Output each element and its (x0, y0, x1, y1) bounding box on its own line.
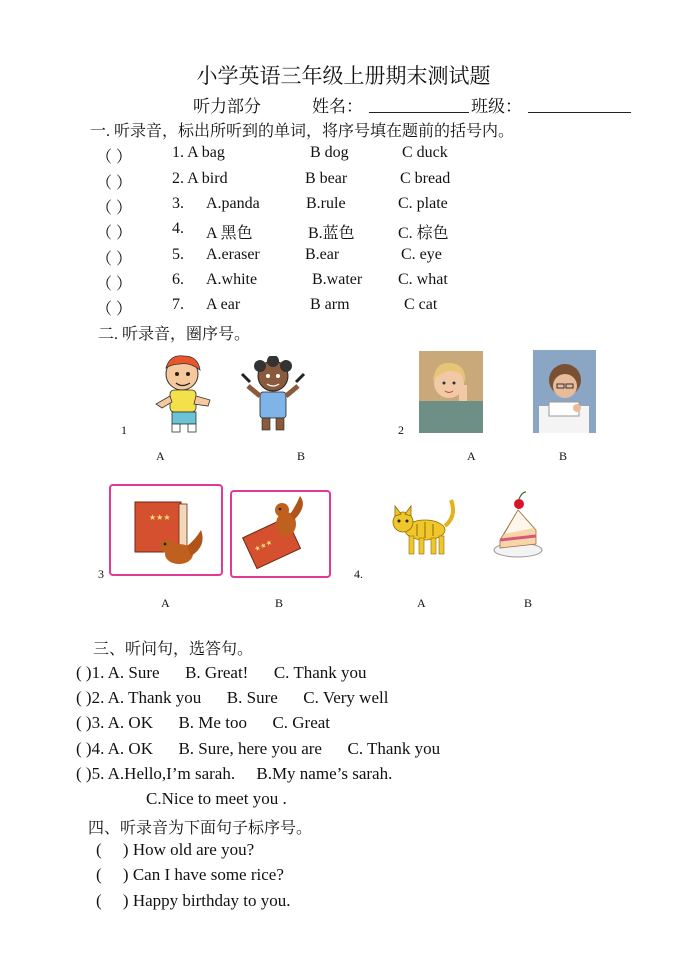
answer-paren[interactable]: （ ） (96, 301, 133, 318)
list-item (96, 271, 132, 295)
group-number: 1 (121, 423, 127, 437)
list-item (96, 195, 132, 219)
boy-reading-photo[interactable] (533, 350, 596, 433)
class-label: 班级： (471, 97, 522, 116)
option-a: 2. A bird (172, 170, 228, 187)
choice-b-label: B (275, 596, 284, 610)
section2-heading: 二. 听录音，圈序号。 (98, 326, 251, 343)
answer-paren[interactable]: （ ） (96, 175, 133, 192)
list-item (76, 739, 440, 763)
choice-a-label: A (161, 596, 170, 610)
listening-part-label: 听力部分 (193, 97, 261, 116)
list-item (96, 220, 132, 244)
squirrel-beside-book-picture[interactable] (109, 484, 223, 576)
item-number: 6. (172, 271, 184, 288)
question-options: 3. A. OK B. Me too C. Great (91, 713, 331, 732)
item-number: 7. (172, 296, 184, 313)
answer-paren[interactable]: （ ） (96, 276, 133, 293)
girl-waving-picture[interactable] (238, 356, 308, 434)
answer-paren[interactable]: ( ) (96, 840, 129, 859)
cake-slice-picture[interactable] (492, 490, 544, 560)
list-item (76, 663, 367, 687)
sentence-text: Can I have some rice? (132, 865, 284, 884)
option-c: C. what (398, 271, 448, 288)
answer-paren[interactable]: ( ) (76, 739, 92, 758)
section1-heading: 一. 听录音，标出所听到的单词，将序号填在题前的括号内。 (90, 123, 515, 140)
choice-b-label: B (559, 449, 568, 463)
option-c: C. plate (398, 195, 448, 212)
option-b: B.蓝色 (308, 225, 355, 242)
section4-heading: 四、听录音为下面句子标序号。 (88, 820, 313, 837)
option-a: A.panda (206, 195, 260, 212)
answer-paren[interactable]: （ ） (96, 251, 133, 268)
item-number: 4. (172, 220, 184, 237)
list-item (96, 840, 254, 864)
list-item (96, 246, 132, 270)
sentence-text: Happy birthday to you. (132, 891, 291, 910)
list-item (96, 170, 132, 194)
question-options: 4. A. OK B. Sure, here you are C. Thank you (91, 739, 441, 758)
list-item (76, 764, 392, 788)
option-c: C duck (402, 144, 448, 161)
option-c: C bread (400, 170, 451, 187)
section3-heading: 三、听问句，选答句。 (93, 641, 254, 658)
answer-paren[interactable]: （ ） (96, 200, 133, 217)
group-number: 3 (98, 567, 104, 581)
choice-a-label: A (156, 449, 165, 463)
option-a: 1. A bag (172, 144, 225, 161)
class-field[interactable] (528, 94, 631, 113)
cat-picture[interactable] (387, 496, 459, 558)
list-item (96, 296, 132, 320)
option-a: A.white (206, 271, 258, 288)
option-c: C. 棕色 (398, 225, 449, 242)
squirrel-beside-book-icon (111, 486, 221, 574)
option-b: B dog (310, 144, 349, 161)
boy-pointing-picture[interactable] (150, 352, 218, 434)
option-b: B arm (310, 296, 350, 313)
option-a: A 黑色 (206, 225, 253, 242)
question-options: 1. A. Sure B. Great! C. Thank you (91, 663, 367, 682)
option-b: B.rule (306, 195, 346, 212)
squirrel-on-book-icon (232, 492, 329, 576)
squirrel-on-book-picture[interactable] (230, 490, 331, 578)
name-field[interactable] (369, 94, 469, 113)
question-options: 5. A.Hello,I’m sarah. B.My name’s sarah. (91, 764, 393, 783)
item-number: 5. (172, 246, 184, 263)
choice-a-label: A (467, 449, 476, 463)
choice-b-label: B (297, 449, 306, 463)
answer-paren[interactable]: ( ) (96, 891, 129, 910)
answer-paren[interactable]: （ ） (96, 225, 133, 242)
list-item (96, 144, 132, 168)
question-options: 2. A. Thank you B. Sure C. Very well (91, 688, 389, 707)
answer-paren[interactable]: ( ) (76, 663, 92, 682)
answer-paren[interactable]: ( ) (96, 865, 129, 884)
option-b: B.ear (305, 246, 340, 263)
list-item (76, 688, 388, 712)
answer-paren[interactable]: ( ) (76, 713, 92, 732)
list-item (76, 713, 330, 737)
option-continuation: C.Nice to meet you . (146, 789, 287, 808)
choice-a-label: A (417, 596, 426, 610)
item-number: 3. (172, 195, 184, 212)
list-item (96, 865, 284, 889)
option-c: C. eye (401, 246, 442, 263)
option-a: A.eraser (206, 246, 260, 263)
page-title: 小学英语三年级上册期末测试题 (196, 64, 491, 88)
answer-paren[interactable]: ( ) (76, 688, 92, 707)
option-c: C cat (404, 296, 438, 313)
answer-paren[interactable]: （ ） (96, 149, 133, 166)
svg-text:★★★: ★★★ (149, 513, 171, 522)
name-label: 姓名： (312, 97, 363, 116)
option-b: B bear (305, 170, 348, 187)
group-number: 4. (354, 567, 363, 581)
list-item (96, 891, 291, 915)
group-number: 2 (398, 423, 404, 437)
option-a: A ear (206, 296, 241, 313)
svg-text:★★★: ★★★ (253, 538, 274, 554)
girl-on-phone-photo[interactable] (419, 351, 483, 433)
option-b: B.water (312, 271, 363, 288)
answer-paren[interactable]: ( ) (76, 764, 92, 783)
sentence-text: How old are you? (132, 840, 255, 859)
choice-b-label: B (524, 596, 533, 610)
